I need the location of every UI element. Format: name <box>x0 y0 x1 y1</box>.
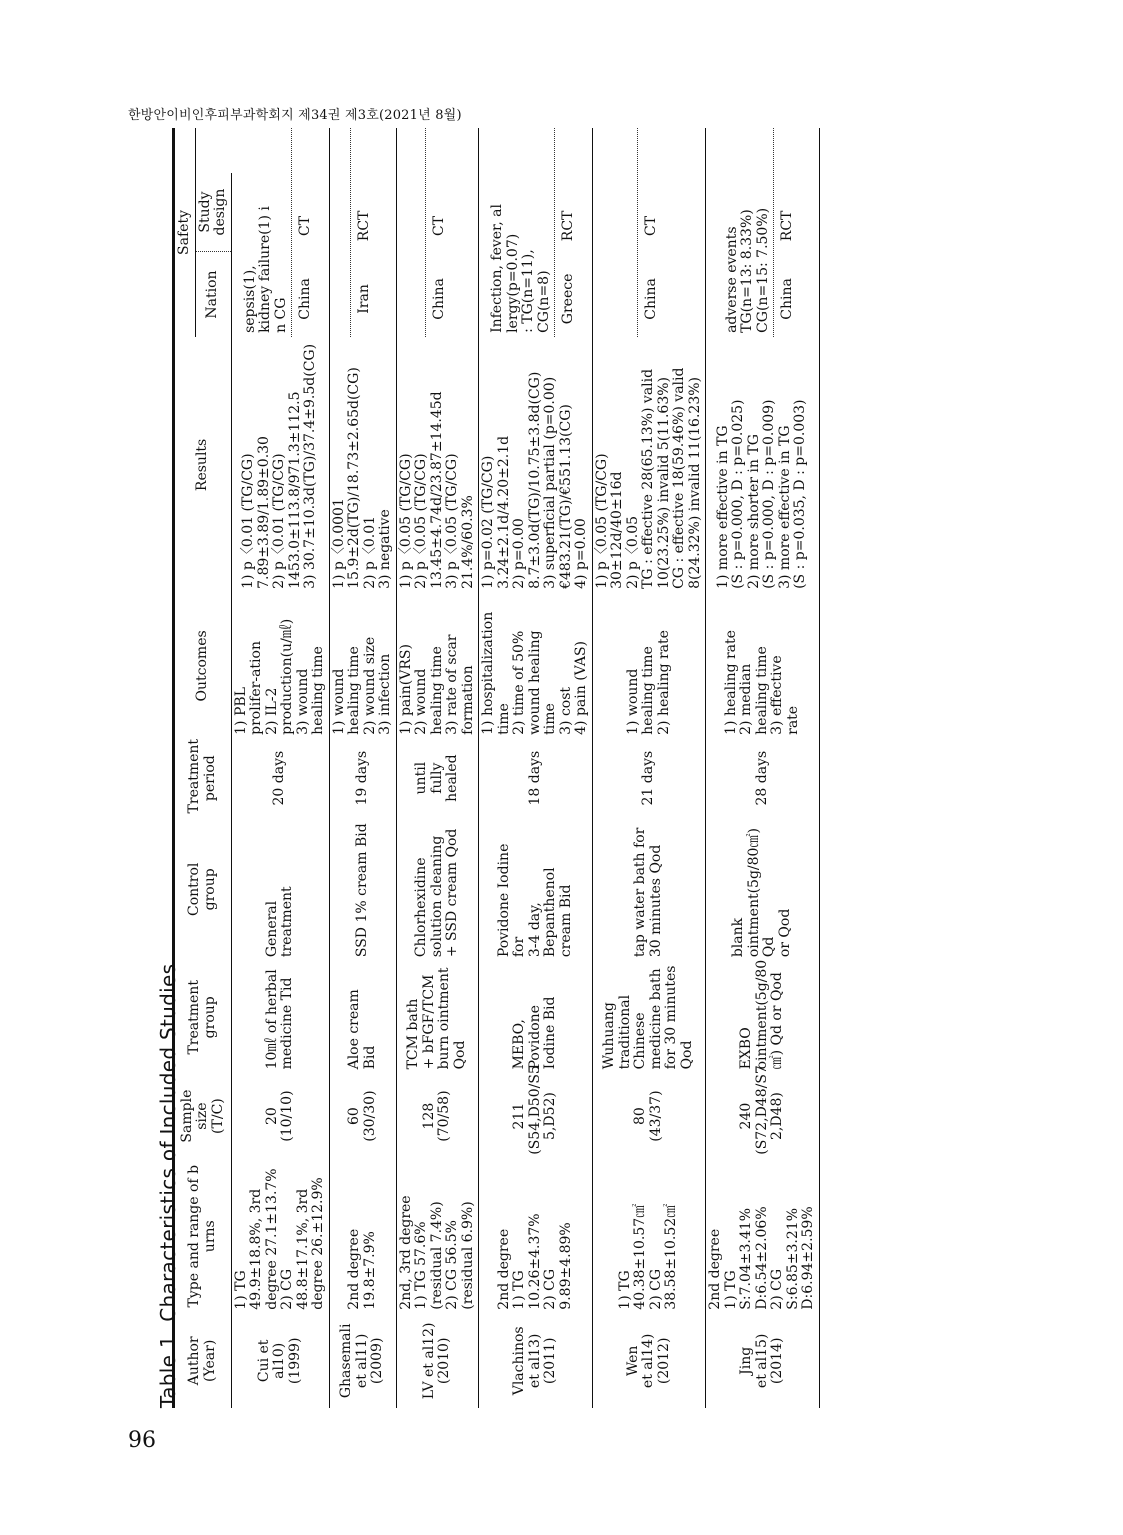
studies-table <box>175 128 820 1408</box>
cell-design: RCT <box>356 210 373 242</box>
cell-outcomes: 1) wound healing time 2) healing rate <box>592 593 706 739</box>
cell-safety: sepsis(1), kidney failure(1) i n CG <box>241 206 289 333</box>
cell-safety: adverse events TG(n=13: 8.33%) CG(n=15: 7.50%) <box>723 207 771 333</box>
cell-treatment: Aloe cream Bid <box>329 961 396 1073</box>
page-number: 96 <box>128 1428 156 1453</box>
cell-author: Jing et al15) (2014) <box>706 1314 820 1408</box>
table-row <box>706 128 820 1408</box>
cell-nation: Greece <box>560 273 576 325</box>
header-period: Treatment period <box>175 739 231 818</box>
cell-design: RCT <box>560 210 576 242</box>
cell-results: 1) p〈0.05 (TG/CG) 2) p〈0.05 (TG/CG) 13.45±4.74d/23.87±14.45d 3) p〈0.05 (TG/CG) 21.4%/60.3% <box>396 337 479 593</box>
cell-safety-group <box>231 128 329 337</box>
cell-treatment: MEBO, Povidone Iodine Bid <box>479 961 593 1073</box>
cell-period: 18 days <box>479 739 593 818</box>
cell-nation: China <box>642 278 659 320</box>
header-treatment: Treatment group <box>175 961 231 1073</box>
cell-outcomes: 1) pain(VRS) 2) wound healing time 3) rate of scar formation <box>396 593 479 739</box>
cell-control: blank ointment(5g/80㎠) Qd or Qod <box>706 817 820 961</box>
table-caption: Table 1. Characteristics of Included Studies <box>156 963 180 1408</box>
cell-outcomes: 1) PBL prolifer-ation 2) IL-2 production(u/㎖) 3) wound healing time <box>231 593 329 739</box>
cell-control: SSD 1% cream Bid <box>329 817 396 961</box>
cell-results: 1) p〈0.05 (TG/CG) 30±12d/40±16d 2) p〈0.05 TG : effective 28(65.13%) valid 10(23.25%) invalid 5(11.63%) CG : effective 18(59.46%) valid 8(24.32%) invalid 11(16.23%) <box>592 337 706 593</box>
cell-control: tap water bath for 30 minutes Qod <box>592 817 706 961</box>
cell-type: 2nd, 3rd degree 1) TG 57.6% (residual 7.4%) 2) CG 56.5% (residual 6.9%) <box>396 1159 479 1314</box>
cell-type: 2nd degree 19.8±7.9% <box>329 1159 396 1314</box>
cell-safety-group <box>592 128 706 337</box>
cell-safety: Infection, fever, al lergy(p=0.07) : TG(n=11), CG(n=8) <box>489 204 552 333</box>
cell-sample: 20 (10/10) <box>231 1073 329 1158</box>
cell-design: CT <box>431 215 447 236</box>
table-row <box>592 128 706 1408</box>
cell-design: RCT <box>779 210 796 242</box>
cell-control: Povidone Iodine for 3-4 day, Bepanthenol cream Bid <box>479 817 593 961</box>
cell-author: LV et al12) (2010) <box>396 1314 479 1408</box>
header-type: Type and range of b urns <box>175 1159 231 1314</box>
rotated-table-block <box>150 128 980 1408</box>
cell-type: 2nd degree 1) TG S:7.04±3.41% D:6.54±2.06% 2) CG S:6.85±3.21% D:6.94±2.59% <box>706 1159 820 1314</box>
cell-outcomes: 1) healing rate 2) median healing time 3) effective rate <box>706 593 820 739</box>
cell-type: 1) TG 40.38±10.57㎠ 2) CG 38.58±10.52㎠ <box>592 1159 706 1314</box>
cell-type: 2nd degree 1) TG 10.26±4.37% 2) CG 9.89±4.89% <box>479 1159 593 1314</box>
cell-results: 1) p〈0.0001 15.9±2d(TG)/18.73±2.65d(CG) 2) p〈0.01 3) negative <box>329 337 396 593</box>
table-row <box>479 128 593 1408</box>
cell-nation: China <box>431 278 447 320</box>
header-control: Control group <box>175 817 231 961</box>
cell-design: CT <box>642 215 659 236</box>
header-sample: Sample size (T/C) <box>175 1073 231 1158</box>
cell-control: Chlorhexidine solution cleaning + SSD cream Qod <box>396 817 479 961</box>
table-row <box>396 128 479 1408</box>
cell-author: Vlachinos et al13) (2011) <box>479 1314 593 1408</box>
header-nation: Nation <box>195 252 231 337</box>
cell-treatment: 10㎖ of herbal medicine Tid <box>231 961 329 1073</box>
table-row <box>231 128 329 1408</box>
cell-outcomes: 1) wound healing time 2) wound size 3) infection <box>329 593 396 739</box>
cell-author: Cui et al10) (1999) <box>231 1314 329 1408</box>
cell-safety-group <box>479 128 593 337</box>
cell-sample: 128 (70/58) <box>396 1073 479 1158</box>
cell-author: Ghasemali et al11) (2009) <box>329 1314 396 1408</box>
cell-safety-group <box>329 128 396 337</box>
cell-treatment: EXBO ointment(5g/80 ㎠) Qd or Qod <box>706 961 820 1073</box>
cell-results: 1) p〈0.01 (TG/CG) 7.89±3.89/1.89±0.30 2) p〈0.01 (TG/CG) 1453.0±113.8/971.3±112.5 3) 30.7±10.3d(TG)/37.4±9.5d(CG) <box>231 337 329 593</box>
header-outcomes: Outcomes <box>175 593 231 739</box>
table-row <box>329 128 396 1408</box>
cell-results: 1) more effective in TG (S : p=0.000, D : p=0.025) 2) more shorter in TG (S : p=0.000, D : p=0.009) 3) more effective in TG (S : p=0.035, D : p=0.003) <box>706 337 820 593</box>
cell-treatment: TCM bath + bFGF/TCM burn ointment Qod <box>396 961 479 1073</box>
cell-nation: Iran <box>356 284 373 314</box>
cell-outcomes: 1) hospitalization time 2) time of 50% wound healing time 3) cost 4) pain (VAS) <box>479 593 593 739</box>
header-design: Study design <box>195 173 231 252</box>
cell-sample: 240 (S72,D48/S7 2,D48) <box>706 1073 820 1158</box>
cell-sample: 60 (30/30) <box>329 1073 396 1158</box>
cell-safety-group <box>706 128 820 337</box>
cell-results: 1) p=0.02 (TG/CG) 3.24±2.1d/4.20±2.1d 2) p=0.00 8.7±3.0d(TG)/10.75±3.8d(CG) 3) superficial partial (p=0.00) €483.21(TG)/€551.13(CG) 4) p=0.00 <box>479 337 593 593</box>
cell-period: 19 days <box>329 739 396 818</box>
cell-sample: 80 (43/37) <box>592 1073 706 1158</box>
cell-nation: China <box>297 278 313 320</box>
cell-period: 20 days <box>231 739 329 818</box>
cell-nation: China <box>779 278 796 320</box>
running-head: 한방안이비인후피부과학회지 제34권 제3호(2021년 8월) <box>128 108 462 123</box>
cell-period: 21 days <box>592 739 706 818</box>
header-author: Author (Year) <box>175 1314 231 1408</box>
cell-treatment: Wuhuang traditional Chinese medicine bath for 30 minutes Qod <box>592 961 706 1073</box>
cell-period: 28 days <box>706 739 820 818</box>
table-wrapper <box>172 128 984 1408</box>
cell-design: CT <box>297 215 313 236</box>
cell-control: General treatment <box>231 817 329 961</box>
cell-period: until fully healed <box>396 739 479 818</box>
header-results: Results <box>175 337 231 593</box>
cell-sample: 211 (S54,D50/S5 5,D52) <box>479 1073 593 1158</box>
cell-author: Wen et al14) (2012) <box>592 1314 706 1408</box>
header-safety: Safety <box>175 128 195 337</box>
cell-type: 1) TG 49.9±18.8%, 3rd degree 27.1±13.7% 2) CG 48.8±17.1%, 3rd degree 26.±12.9% <box>231 1159 329 1314</box>
cell-safety-group <box>396 128 479 337</box>
